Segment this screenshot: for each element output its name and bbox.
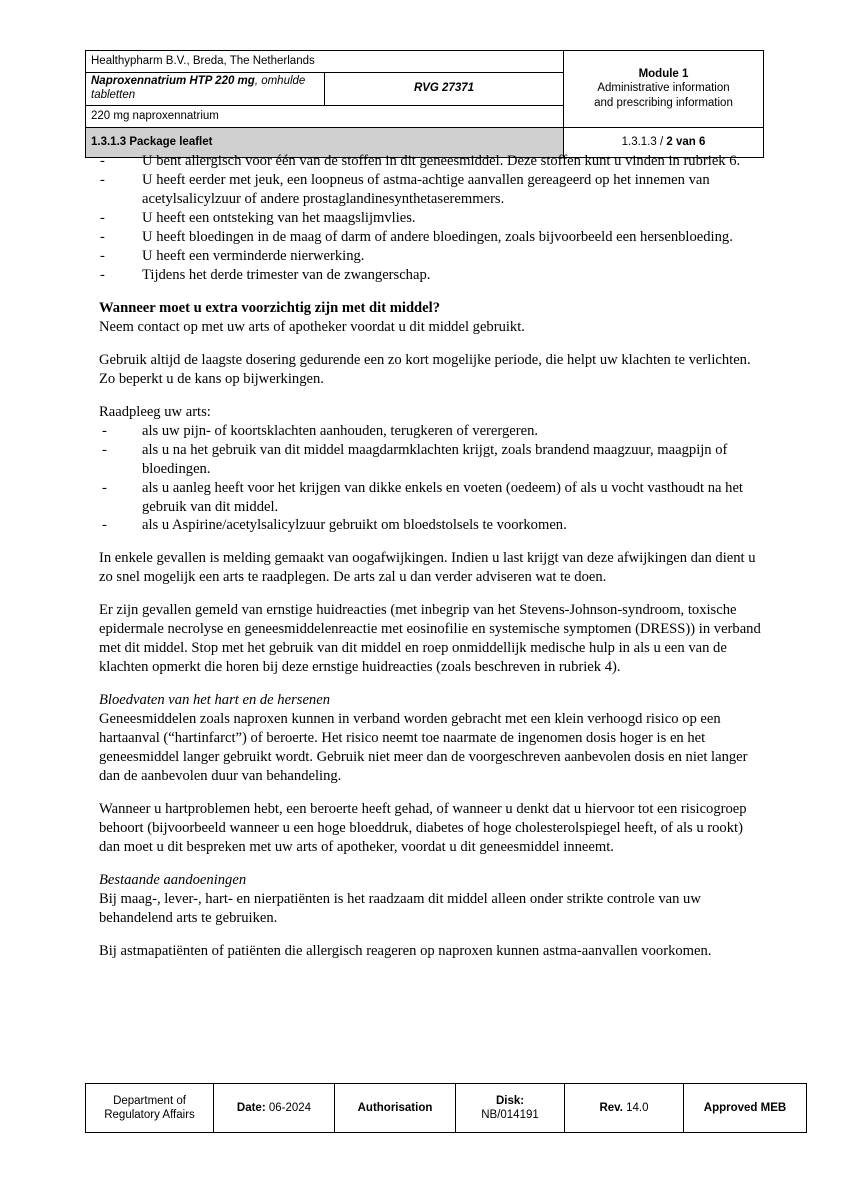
dash-marker: - — [100, 247, 105, 264]
list-item — [99, 152, 765, 171]
paragraph-existing-conditions: Bij maag-, lever-, hart- en nierpatiënten is het raadzaam dit middel alleen onder strikte controle van uw behandelend arts te gebruiken. — [99, 890, 701, 926]
list-item-text: Tijdens het derde trimester van de zwangerschap. — [142, 266, 431, 283]
list-item — [99, 247, 765, 266]
paragraph-eye-disorders: In enkele gevallen is melding gemaakt van oogafwijkingen. Indien u last krijgt van deze afwijkingen dan dient u zo snel mogelijk een arts te raadplegen. De arts zal u dan verder adviseren wat te doen. — [99, 550, 756, 586]
dash-marker: - — [102, 441, 107, 458]
paragraph-contact-doctor: Neem contact op met uw arts of apotheker voordat u dit middel gebruikt. — [99, 318, 525, 335]
footer-date — [214, 1084, 335, 1133]
heading-blood-vessels: Bloedvaten van het hart en de hersenen — [99, 692, 330, 709]
dash-marker: - — [100, 209, 105, 226]
header-product-bold: Naproxennatrium HTP 220 mg — [91, 75, 255, 87]
footer-date-label: Date: — [236, 1101, 266, 1114]
footer-disk-label: Disk: — [495, 1094, 525, 1107]
footer-authorisation: Authorisation — [335, 1084, 456, 1133]
list-item-text: als uw pijn- of koortsklachten aanhouden, terugkeren of verergeren. — [142, 422, 539, 439]
list-item — [99, 209, 765, 228]
dash-marker: - — [100, 266, 105, 283]
dash-marker: - — [102, 422, 107, 439]
footer-department — [86, 1084, 214, 1133]
footer-disk — [456, 1084, 565, 1133]
list-item — [99, 228, 765, 247]
vertical-spacer — [99, 677, 765, 691]
document-body — [99, 152, 765, 961]
dash-marker: - — [100, 171, 105, 188]
paragraph-lowest-dose: Gebruik altijd de laagste dosering gedurende een zo kort mogelijke periode, die helpt uw klachten te verlichten. Zo beperkt u de kans op bijwerkingen. — [99, 351, 751, 387]
header-product-rest: , omhulde tabletten — [91, 75, 306, 102]
footer-revision — [565, 1084, 684, 1133]
list-item — [99, 422, 765, 441]
list-item-text: als u Aspirine/acetylsalicylzuur gebruikt om bloedstolsels te voorkomen. — [142, 517, 567, 534]
dash-marker: - — [102, 517, 107, 534]
list-item — [99, 266, 765, 285]
footer-department-line2: Regulatory Affairs — [104, 1109, 195, 1121]
header-page-prefix: 1.3.1.3 / — [621, 135, 667, 148]
footer-rev-value: 14.0 — [622, 1101, 649, 1114]
header-page-value: 2 van 6 — [666, 135, 706, 148]
vertical-spacer — [99, 587, 765, 601]
contraindications-list — [99, 152, 765, 285]
list-item-text: als u na het gebruik van dit middel maagdarmklachten krijgt, zoals brandend maagzuur, maagpijn of bloedingen. — [142, 441, 728, 477]
paragraph-asthma-patients: Bij astmapatiënten of patiënten die allergisch reageren op naproxen kunnen astma-aanvallen voorkomen. — [99, 942, 712, 959]
footer-date-value: 06-2024 — [265, 1101, 312, 1114]
header-rvg-number: RVG 27371 — [325, 73, 564, 106]
footer-department-line1: Department of — [113, 1094, 186, 1107]
dash-marker: - — [100, 153, 105, 169]
header-strength: 220 mg naproxennatrium — [86, 105, 564, 127]
paragraph-blood-vessels: Geneesmiddelen zoals naproxen kunnen in verband worden gebracht met een klein verhoogd risico op een hartaanval (“hartinfarct”) of beroerte. Het risico neemt toe naarmate de ingenomen dosis hoger is en het geneesmiddel langer gebruikt wordt. Gebruik niet meer dan de voorgeschreven aanbevolen dosis en niet langer dan de aanbevolen duur van behandeling. — [99, 711, 748, 785]
vertical-spacer — [99, 786, 765, 800]
heading-existing-conditions: Bestaande aandoeningen — [99, 872, 247, 888]
list-item — [99, 479, 765, 517]
footer-rev-label: Rev. — [599, 1101, 623, 1114]
header-module-line1: Administrative information — [597, 82, 730, 95]
footer-disk-value: NB/014191 — [481, 1109, 539, 1121]
header-row-company — [86, 51, 764, 73]
list-item-text: U heeft bloedingen in de maag of darm of andere bloedingen, zoals bijvoorbeeld een hersenbloeding. — [142, 228, 733, 245]
dash-marker: - — [100, 228, 105, 245]
footer-row — [86, 1084, 807, 1133]
heading-extra-careful: Wanneer moet u extra voorzichtig zijn met dit middel? — [99, 299, 441, 316]
list-item-text: U heeft een ontsteking van het maagslijmvlies. — [142, 209, 416, 226]
header-company: Healthypharm B.V., Breda, The Netherlands — [86, 51, 564, 73]
list-item-text: U heeft een verminderde nierwerking. — [142, 247, 365, 264]
header-section-title: 1.3.1.3 Package leaflet — [86, 127, 564, 157]
vertical-spacer — [99, 857, 765, 871]
list-item — [99, 441, 765, 479]
vertical-spacer — [99, 535, 765, 549]
document-header-table — [85, 50, 764, 158]
vertical-spacer — [99, 928, 765, 942]
lead-consult-doctor: Raadpleeg uw arts: — [99, 403, 211, 420]
paragraph-skin-reactions: Er zijn gevallen gemeld van ernstige huidreacties (met inbegrip van het Stevens-Johnson-syndroom, toxische epidermale necrolyse en geneesmiddelenreactie met eosinofilie en systemische symptomen (DRESS)) in verband met dit middel. Stop met het gebruik van dit middel en roep onmiddellijk medische hulp in als u een van de klachten opmerkt die horen bij deze ernstige huidreacties (zoals beschreven in rubriek 4). — [99, 602, 761, 676]
dash-marker: - — [102, 479, 107, 496]
header-product-name — [86, 73, 325, 106]
header-module-title: Module 1 — [638, 67, 689, 80]
list-item-text: als u aanleg heeft voor het krijgen van dikke enkels en voeten (oedeem) of als u vocht vasthoudt na het gebruik van dit middel. — [142, 479, 743, 515]
header-module-cell — [564, 51, 764, 128]
paragraph-heart-problems: Wanneer u hartproblemen hebt, een beroerte heeft gehad, of wanneer u denkt dat u hiervoor tot een risicogroep behoort (bijvoorbeeld wanneer u een hoge bloeddruk, diabetes of hoge cholesterolspiegel heeft, of als u rookt) dan moet u dit bespreken met uw arts of apotheker, voordat u dit geneesmiddel inneemt. — [99, 801, 747, 856]
header-module-line2: and prescribing information — [594, 96, 733, 109]
list-item-text: U heeft eerder met jeuk, een loopneus of astma-achtige aanvallen gereageerd op het innemen van acetylsalicylzuur of andere prostaglandinesynthetaseremmers. — [142, 171, 710, 207]
list-item — [99, 171, 765, 209]
vertical-spacer — [99, 337, 765, 351]
document-footer-table — [85, 1083, 807, 1133]
list-item-text: U bent allergisch voor één van de stoffen in dit geneesmiddel. Deze stoffen kunt u vinden in rubriek 6. — [142, 153, 741, 169]
footer-approved-meb: Approved MEB — [684, 1084, 807, 1133]
consult-doctor-list — [99, 422, 765, 536]
vertical-spacer — [99, 389, 765, 403]
list-item — [99, 516, 765, 535]
vertical-spacer — [99, 285, 765, 299]
